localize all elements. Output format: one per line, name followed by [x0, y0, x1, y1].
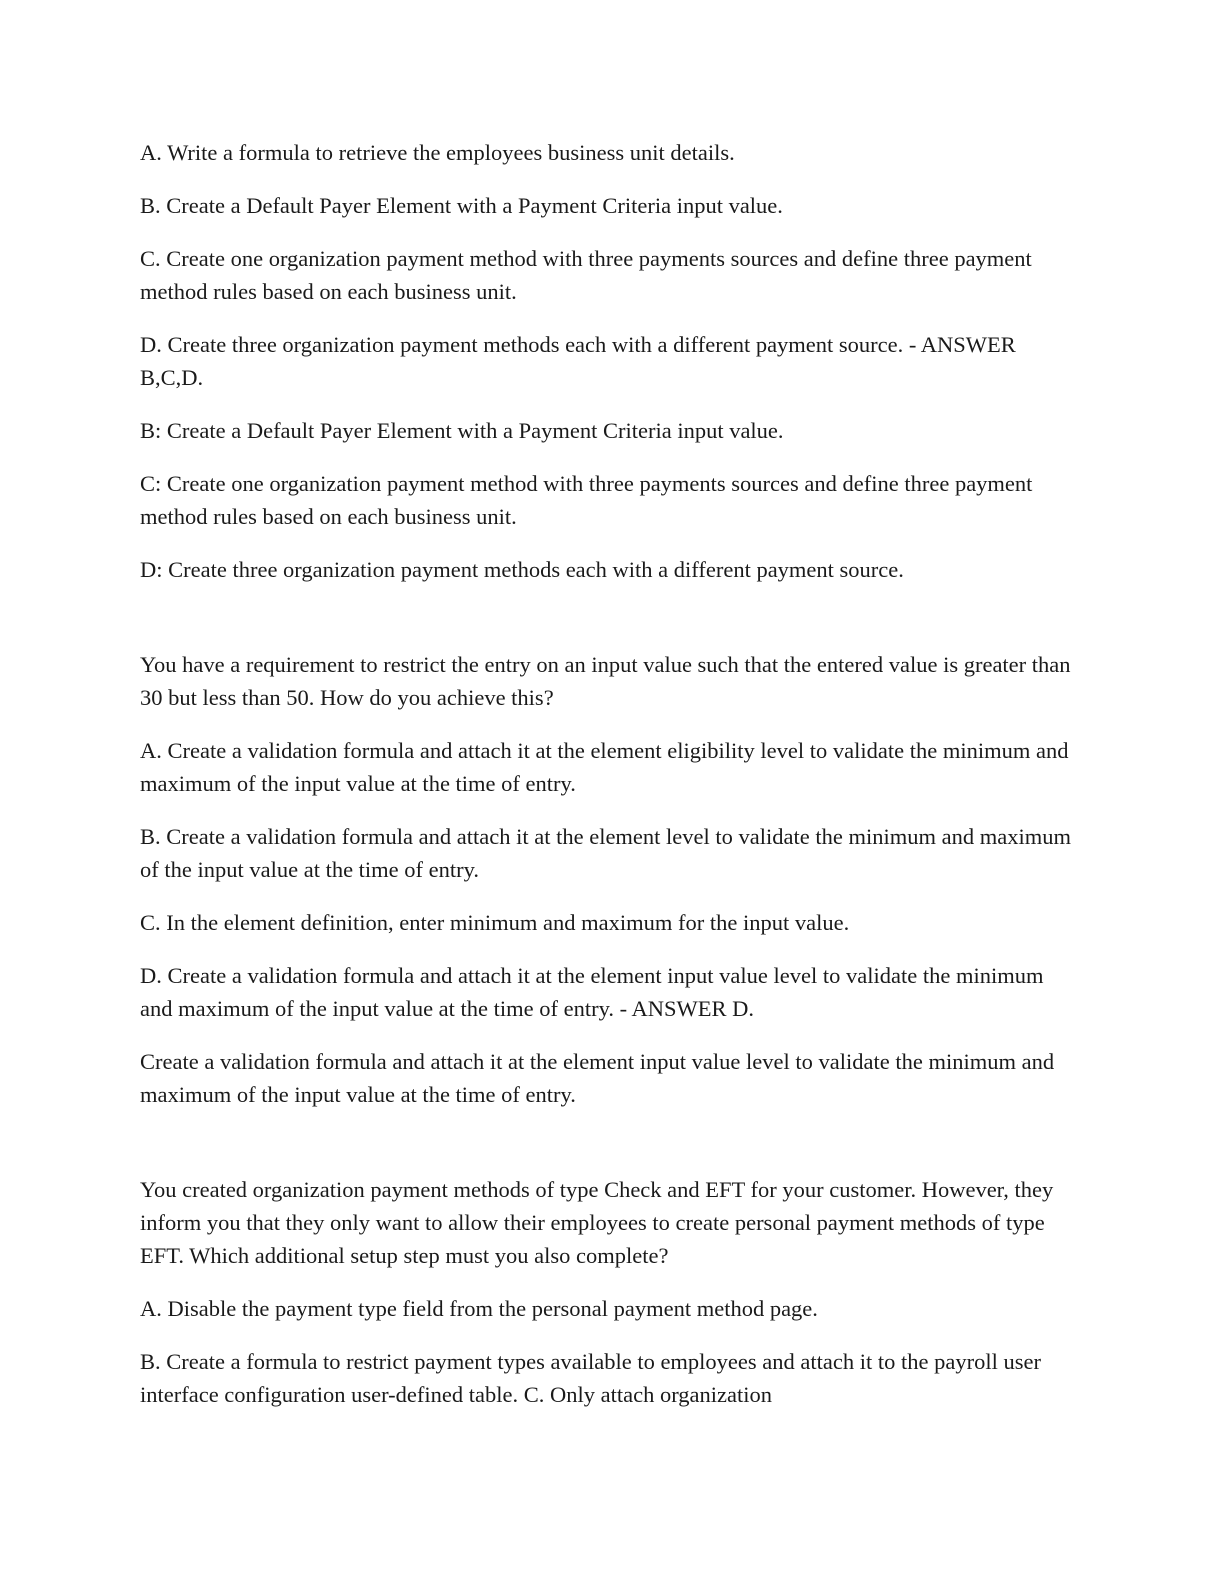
- s1-explanation-d: D: Create three organization payment methods each with a different payment source.: [140, 557, 904, 582]
- s1-option-a: A. Write a formula to retrieve the employees business unit details.: [140, 140, 735, 165]
- s1-option-d-answer: D. Create three organization payment methods each with a different payment source. - ANSWER B,C,D.: [140, 332, 1016, 390]
- s3-question: You created organization payment methods of type Check and EFT for your customer. However, they inform you that they only want to allow their employees to create personal payment methods of type EFT. Which additional setup step must you also complete?: [140, 1177, 1054, 1268]
- s1-explanation-c: C: Create one organization payment method with three payments sources and define three payment method rules based on each business unit.: [140, 471, 1033, 529]
- s3-option-b: B. Create a formula to restrict payment types available to employees and attach it to the payroll user interface configuration user-defined table. C. Only attach organization: [140, 1349, 1041, 1407]
- s1-explanation-b: B: Create a Default Payer Element with a Payment Criteria input value.: [140, 418, 784, 443]
- s2-option-a: A. Create a validation formula and attach it at the element eligibility level to validate the minimum and maximum of the input value at the time of entry.: [140, 738, 1069, 796]
- s3-option-a: A. Disable the payment type field from the personal payment method page.: [140, 1296, 818, 1321]
- s2-option-c: C. In the element definition, enter minimum and maximum for the input value.: [140, 910, 850, 935]
- s2-explanation: Create a validation formula and attach it at the element input value level to validate the minimum and maximum of the input value at the time of entry.: [140, 1049, 1055, 1107]
- s2-option-d-answer: D. Create a validation formula and attach it at the element input value level to validate the minimum and maximum of the input value at the time of entry. - ANSWER D.: [140, 963, 1044, 1021]
- document-page: [140, 136, 1080, 1431]
- s2-option-b: B. Create a validation formula and attach it at the element level to validate the minimum and maximum of the input value at the time of entry.: [140, 824, 1071, 882]
- s1-option-c: C. Create one organization payment method with three payments sources and define three payment method rules based on each business unit.: [140, 246, 1032, 304]
- s2-question: You have a requirement to restrict the entry on an input value such that the entered value is greater than 30 but less than 50. How do you achieve this?: [140, 652, 1071, 710]
- s1-option-b: B. Create a Default Payer Element with a Payment Criteria input value.: [140, 193, 783, 218]
